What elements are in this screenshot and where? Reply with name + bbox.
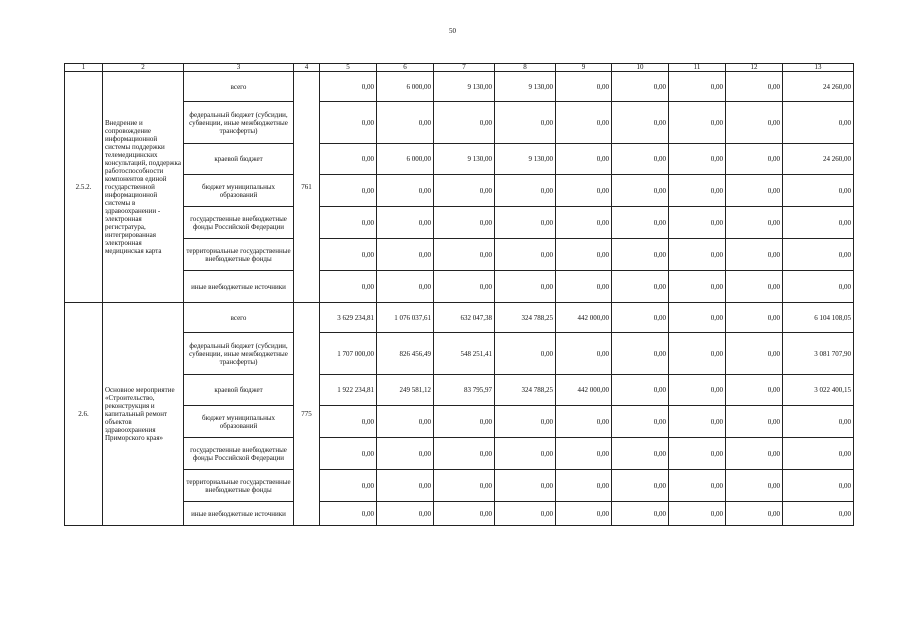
table-row	[65, 333, 854, 375]
header-cell: 13	[783, 64, 854, 72]
value-cell: 0,00	[783, 502, 854, 526]
funding-source: бюджет муниципальных образований	[184, 406, 294, 438]
value-cell: 0,00	[320, 72, 377, 102]
value-cell: 0,00	[320, 438, 377, 470]
value-cell: 0,00	[377, 502, 434, 526]
value-cell: 0,00	[556, 207, 612, 239]
header-cell: 4	[294, 64, 320, 72]
value-cell: 0,00	[669, 470, 726, 502]
value-cell: 0,00	[726, 207, 783, 239]
value-cell: 0,00	[783, 239, 854, 271]
value-cell: 0,00	[726, 239, 783, 271]
value-cell: 0,00	[377, 207, 434, 239]
header-cell: 9	[556, 64, 612, 72]
funding-source: государственные внебюджетные фонды Российской Федерации	[184, 207, 294, 239]
value-cell: 6 104 108,05	[783, 303, 854, 333]
value-cell: 0,00	[726, 502, 783, 526]
value-cell: 0,00	[669, 102, 726, 144]
funding-source: всего	[184, 72, 294, 102]
table-row	[65, 502, 854, 526]
value-cell: 0,00	[556, 333, 612, 375]
table-row	[65, 72, 854, 102]
funding-source: иные внебюджетные источники	[184, 502, 294, 526]
header-cell: 7	[434, 64, 495, 72]
value-cell: 0,00	[495, 207, 556, 239]
value-cell: 0,00	[434, 102, 495, 144]
value-cell: 3 081 707,90	[783, 333, 854, 375]
value-cell: 0,00	[726, 72, 783, 102]
value-cell: 0,00	[726, 303, 783, 333]
value-cell: 9 130,00	[434, 144, 495, 175]
funding-source: иные внебюджетные источники	[184, 271, 294, 303]
value-cell: 0,00	[726, 175, 783, 207]
funding-source: всего	[184, 303, 294, 333]
value-cell: 0,00	[612, 502, 669, 526]
table-row	[65, 438, 854, 470]
value-cell: 0,00	[434, 239, 495, 271]
value-cell: 0,00	[612, 144, 669, 175]
budget-code: 775	[294, 303, 320, 526]
value-cell: 0,00	[434, 271, 495, 303]
value-cell: 0,00	[434, 438, 495, 470]
table-row	[65, 375, 854, 406]
header-cell: 3	[184, 64, 294, 72]
value-cell: 0,00	[320, 502, 377, 526]
value-cell: 442 000,00	[556, 303, 612, 333]
value-cell: 249 581,12	[377, 375, 434, 406]
value-cell: 0,00	[320, 406, 377, 438]
value-cell: 0,00	[669, 207, 726, 239]
value-cell: 0,00	[556, 271, 612, 303]
value-cell: 0,00	[377, 470, 434, 502]
value-cell: 0,00	[612, 303, 669, 333]
value-cell: 0,00	[434, 175, 495, 207]
value-cell: 0,00	[783, 175, 854, 207]
value-cell: 0,00	[783, 102, 854, 144]
value-cell: 0,00	[612, 375, 669, 406]
value-cell: 24 260,00	[783, 72, 854, 102]
value-cell: 548 251,41	[434, 333, 495, 375]
value-cell: 0,00	[612, 102, 669, 144]
value-cell: 826 456,49	[377, 333, 434, 375]
value-cell: 0,00	[495, 271, 556, 303]
section-name: Внедрение и сопровождение информационной системы поддержки телемедицинских консультаций, поддержка работоспособности компонентов единой государственной информационной системы в здравоохранении - электронная регистратура, интегрированная электронная медицинская карта	[103, 72, 184, 303]
value-cell: 0,00	[556, 502, 612, 526]
header-cell: 11	[669, 64, 726, 72]
value-cell: 0,00	[726, 271, 783, 303]
value-cell: 324 788,25	[495, 375, 556, 406]
value-cell: 0,00	[377, 175, 434, 207]
value-cell: 0,00	[669, 303, 726, 333]
table-row	[65, 175, 854, 207]
value-cell: 0,00	[377, 406, 434, 438]
funding-source: бюджет муниципальных образований	[184, 175, 294, 207]
value-cell: 0,00	[320, 207, 377, 239]
value-cell: 0,00	[377, 239, 434, 271]
value-cell: 0,00	[669, 406, 726, 438]
value-cell: 0,00	[612, 333, 669, 375]
value-cell: 0,00	[495, 502, 556, 526]
value-cell: 0,00	[612, 72, 669, 102]
funding-source: территориальные государственные внебюджетные фонды	[184, 470, 294, 502]
value-cell: 0,00	[320, 271, 377, 303]
value-cell: 0,00	[669, 175, 726, 207]
value-cell: 0,00	[783, 207, 854, 239]
value-cell: 1 707 000,00	[320, 333, 377, 375]
value-cell: 24 260,00	[783, 144, 854, 175]
table-row	[65, 406, 854, 438]
value-cell: 0,00	[320, 175, 377, 207]
value-cell: 0,00	[495, 470, 556, 502]
value-cell: 324 788,25	[495, 303, 556, 333]
header-row	[65, 64, 854, 72]
funding-source: федеральный бюджет (субсидии, субвенции, иные межбюджетные трансферты)	[184, 102, 294, 144]
header-cell: 8	[495, 64, 556, 72]
value-cell: 0,00	[556, 102, 612, 144]
value-cell: 3 629 234,81	[320, 303, 377, 333]
table-row	[65, 239, 854, 271]
value-cell: 0,00	[669, 502, 726, 526]
value-cell: 1 076 037,61	[377, 303, 434, 333]
value-cell: 0,00	[556, 406, 612, 438]
value-cell: 9 130,00	[434, 72, 495, 102]
value-cell: 0,00	[495, 102, 556, 144]
header-cell: 10	[612, 64, 669, 72]
value-cell: 0,00	[726, 438, 783, 470]
value-cell: 6 000,00	[377, 72, 434, 102]
value-cell: 0,00	[669, 239, 726, 271]
value-cell: 0,00	[320, 144, 377, 175]
value-cell: 0,00	[612, 175, 669, 207]
table-row	[65, 303, 854, 333]
header-cell: 2	[103, 64, 184, 72]
value-cell: 0,00	[612, 271, 669, 303]
value-cell: 0,00	[556, 175, 612, 207]
value-cell: 9 130,00	[495, 144, 556, 175]
value-cell: 0,00	[726, 333, 783, 375]
value-cell: 632 047,38	[434, 303, 495, 333]
budget-code: 761	[294, 72, 320, 303]
value-cell: 0,00	[556, 438, 612, 470]
funding-source: федеральный бюджет (субсидии, субвенции, иные межбюджетные трансферты)	[184, 333, 294, 375]
page-number: 50	[449, 27, 456, 35]
value-cell: 442 000,00	[556, 375, 612, 406]
value-cell: 0,00	[320, 470, 377, 502]
funding-source: краевой бюджет	[184, 144, 294, 175]
table-row	[65, 144, 854, 175]
value-cell: 0,00	[556, 144, 612, 175]
value-cell: 0,00	[320, 102, 377, 144]
value-cell: 0,00	[495, 175, 556, 207]
value-cell: 0,00	[726, 102, 783, 144]
value-cell: 0,00	[495, 239, 556, 271]
value-cell: 0,00	[612, 239, 669, 271]
value-cell: 0,00	[377, 438, 434, 470]
value-cell: 0,00	[669, 144, 726, 175]
value-cell: 83 795,97	[434, 375, 495, 406]
table-row	[65, 271, 854, 303]
value-cell: 9 130,00	[495, 72, 556, 102]
value-cell: 0,00	[612, 406, 669, 438]
header-cell: 1	[65, 64, 103, 72]
section-code: 2.5.2.	[65, 72, 103, 303]
value-cell: 0,00	[434, 406, 495, 438]
value-cell: 0,00	[556, 470, 612, 502]
value-cell: 0,00	[783, 271, 854, 303]
value-cell: 0,00	[726, 144, 783, 175]
value-cell: 0,00	[434, 207, 495, 239]
value-cell: 0,00	[612, 438, 669, 470]
value-cell: 1 922 234,81	[320, 375, 377, 406]
section-code: 2.6.	[65, 303, 103, 526]
value-cell: 0,00	[669, 438, 726, 470]
value-cell: 0,00	[783, 470, 854, 502]
budget-table	[64, 63, 854, 526]
value-cell: 0,00	[434, 502, 495, 526]
funding-source: территориальные государственные внебюджетные фонды	[184, 239, 294, 271]
value-cell: 0,00	[726, 375, 783, 406]
header-cell: 5	[320, 64, 377, 72]
value-cell: 0,00	[377, 102, 434, 144]
value-cell: 3 022 400,15	[783, 375, 854, 406]
value-cell: 0,00	[783, 406, 854, 438]
table-row	[65, 102, 854, 144]
value-cell: 0,00	[495, 438, 556, 470]
value-cell: 0,00	[726, 406, 783, 438]
value-cell: 0,00	[377, 271, 434, 303]
value-cell: 0,00	[669, 333, 726, 375]
value-cell: 0,00	[612, 470, 669, 502]
value-cell: 0,00	[556, 72, 612, 102]
value-cell: 0,00	[669, 375, 726, 406]
value-cell: 0,00	[434, 470, 495, 502]
header-cell: 6	[377, 64, 434, 72]
header-cell: 12	[726, 64, 783, 72]
funding-source: краевой бюджет	[184, 375, 294, 406]
value-cell: 0,00	[726, 470, 783, 502]
value-cell: 0,00	[556, 239, 612, 271]
value-cell: 0,00	[669, 271, 726, 303]
funding-source: государственные внебюджетные фонды Российской Федерации	[184, 438, 294, 470]
table-row	[65, 470, 854, 502]
value-cell: 0,00	[495, 333, 556, 375]
value-cell: 0,00	[612, 207, 669, 239]
value-cell: 0,00	[669, 72, 726, 102]
value-cell: 0,00	[495, 406, 556, 438]
value-cell: 0,00	[320, 239, 377, 271]
table-row	[65, 207, 854, 239]
value-cell: 0,00	[783, 438, 854, 470]
section-name: Основное мероприятие «Строительство, реконструкция и капитальный ремонт объектов здравоохранения Приморского края»	[103, 303, 184, 526]
value-cell: 6 000,00	[377, 144, 434, 175]
